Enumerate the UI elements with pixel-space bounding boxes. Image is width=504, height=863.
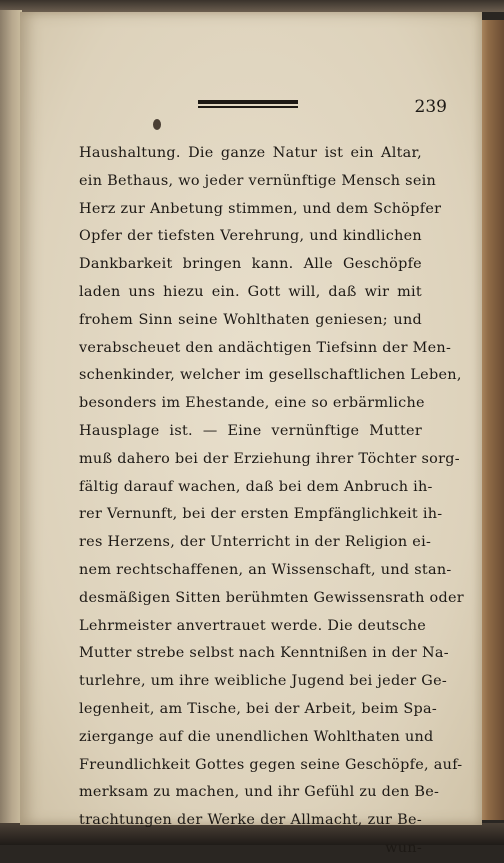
- text-line: Dankbarkeit bringen kann. Alle Geschöpfe: [79, 256, 422, 273]
- page-number: 239: [414, 97, 447, 117]
- book-page: [20, 12, 482, 856]
- text-line: desmäßigen Sitten berühmten Gewissensrath oder: [79, 589, 464, 606]
- ink-spot: [153, 119, 161, 130]
- text-line: Herz zur Anbetung stimmen, und dem Schöpfer: [79, 200, 442, 217]
- text-line: Freundlichkeit Gottes gegen seine Geschöpfe, auf-: [79, 756, 463, 773]
- text-line: turlehre, um ihre weibliche Jugend bei jeder Ge-: [79, 673, 448, 690]
- text-line: nem rechtschaffenen, an Wissenschaft, und stan-: [79, 561, 452, 578]
- book-top-edge: [0, 0, 504, 12]
- text-line: muß dahero bei der Erziehung ihrer Töchter sorg-: [79, 450, 460, 467]
- header-rule-thin: [198, 106, 298, 108]
- text-line: frohem Sinn seine Wohlthaten geniesen; und: [79, 311, 422, 328]
- catchword: wun-: [385, 839, 422, 856]
- text-line: res Herzens, der Unterricht in der Religion ei-: [79, 534, 432, 551]
- text-line: Hausplage ist. — Eine vernünftige Mutter: [79, 422, 422, 439]
- text-line: legenheit, am Tische, bei der Arbeit, beim Spa-: [79, 700, 438, 717]
- text-line: Lehrmeister anvertrauet werde. Die deutsche: [79, 617, 427, 634]
- book-left-edge: [0, 10, 22, 830]
- text-line: Opfer der tiefsten Verehrung, und kindlichen: [79, 228, 422, 245]
- header-rule-thick: [198, 100, 298, 104]
- text-line: laden uns hiezu ein. Gott will, daß wir mit: [79, 283, 422, 300]
- body-text: [79, 140, 464, 863]
- text-line: ein Bethaus, wo jeder vernünftige Mensch sein: [79, 172, 437, 189]
- text-line: besonders im Ehestande, eine so erbärmliche: [79, 395, 425, 412]
- text-line: Mutter strebe selbst nach Kenntnißen in der Na-: [79, 645, 449, 662]
- header-rule: [198, 100, 298, 108]
- text-line: rer Vernunft, bei der ersten Empfänglichkeit ih-: [79, 506, 443, 523]
- text-line: fältig darauf wachen, daß bei dem Anbruch ih-: [79, 478, 433, 495]
- text-line: ziergange auf die unendlichen Wohlthaten und: [79, 728, 434, 745]
- text-line: merksam zu machen, und ihr Gefühl zu den Be-: [79, 784, 440, 801]
- text-line: verabscheuet den andächtigen Tiefsinn der Men-: [79, 339, 452, 356]
- text-line: schenkinder, welcher im gesellschaftlichen Leben,: [79, 367, 462, 384]
- text-line: trachtungen der Werke der Allmacht, zur Be-: [79, 812, 422, 829]
- text-line: Haushaltung. Die ganze Natur ist ein Altar,: [79, 145, 422, 161]
